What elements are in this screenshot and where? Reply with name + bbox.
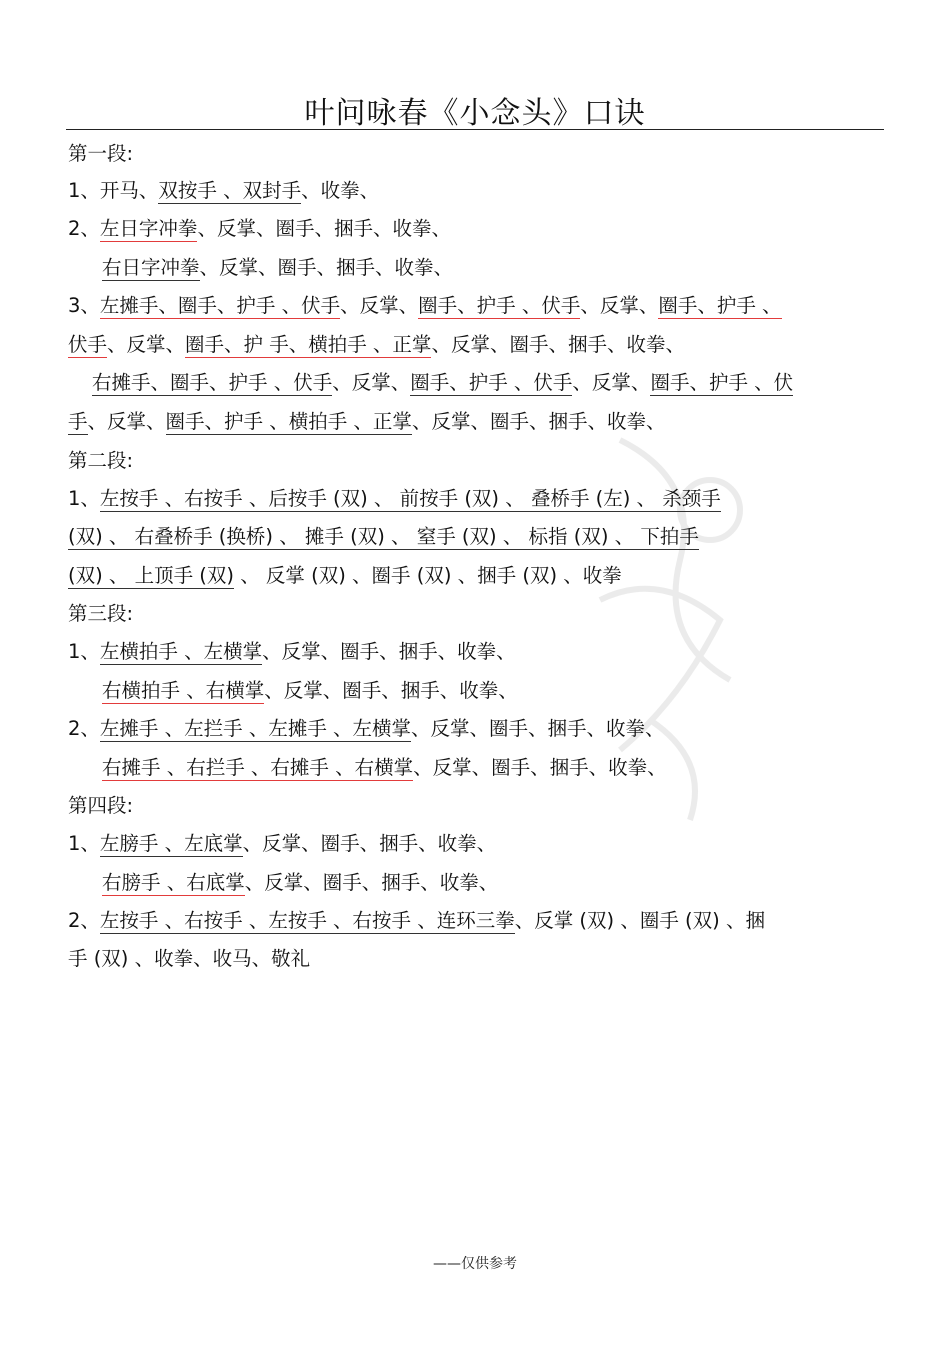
s3-line-3: 2、左摊手 、左拦手 、左摊手 、左横掌、反掌、圈手、捆手、收拳、 [68,717,665,740]
s3-line-2: 右横拍手 、右横掌、反掌、圈手、捆手、收拳、 [102,679,518,702]
page-title: 叶问咏春《小念头》口诀 [304,96,646,131]
s3-line-4: 右摊手 、右拦手 、右摊手 、右横掌、反掌、圈手、捆手、收拳、 [102,756,667,779]
s1-line-3: 右日字冲拳、反掌、圈手、捆手、收拳、 [102,256,454,279]
s4-line-2: 右膀手 、右底掌、反掌、圈手、捆手、收拳、 [102,871,499,894]
s2-line-1: 1、左按手 、右按手 、后按手 (双) 、 前按手 (双) 、 叠桥手 (左) 、 杀颈手 [68,487,721,510]
page-footer: ——仅供参考 [433,1256,517,1272]
s1-line-5: 伏手、反掌、圈手、护 手、横拍手 、正掌、反掌、圈手、捆手、收拳、 [68,333,685,356]
s4-line-1: 1、左膀手 、左底掌、反掌、圈手、捆手、收拳、 [68,832,497,855]
s1-line-6: 右摊手、圈手、护手 、伏手、反掌、圈手、护手 、伏手、反掌、圈手、护手 、伏 [92,371,794,394]
s1-line-2: 2、左日字冲拳、反掌、圈手、捆手、收拳、 [68,217,451,240]
section-heading-2: 第二段: [68,449,134,472]
s4-line-4: 手 (双) 、收拳、收马、敬礼 [68,947,311,970]
section-heading-3: 第三段: [68,602,134,625]
s1-line-7: 手、反掌、圈手、护手 、横拍手 、正掌、反掌、圈手、捆手、收拳、 [68,410,666,433]
s4-line-3: 2、左按手 、右按手 、左按手 、右按手 、连环三拳、反掌 (双) 、圈手 (双) 、捆 [68,909,765,932]
section-heading-4: 第四段: [68,794,134,817]
s1-line-4: 3、左摊手、圈手、护手 、伏手、反掌、圈手、护手 、伏手、反掌、圈手、护手 、 [68,294,782,317]
s2-line-2: (双) 、 右叠桥手 (换桥) 、 摊手 (双) 、 窒手 (双) 、 标指 (双) 、 下拍手 [68,525,699,548]
s3-line-1: 1、左横拍手 、左横掌、反掌、圈手、捆手、收拳、 [68,640,516,663]
s2-line-3: (双) 、 上顶手 (双) 、 反掌 (双) 、圈手 (双) 、捆手 (双) 、收拳 [68,564,622,587]
s1-line-1: 1、开马、双按手 、双封手、收拳、 [68,179,380,202]
section-heading-1: 第一段: [68,142,134,165]
